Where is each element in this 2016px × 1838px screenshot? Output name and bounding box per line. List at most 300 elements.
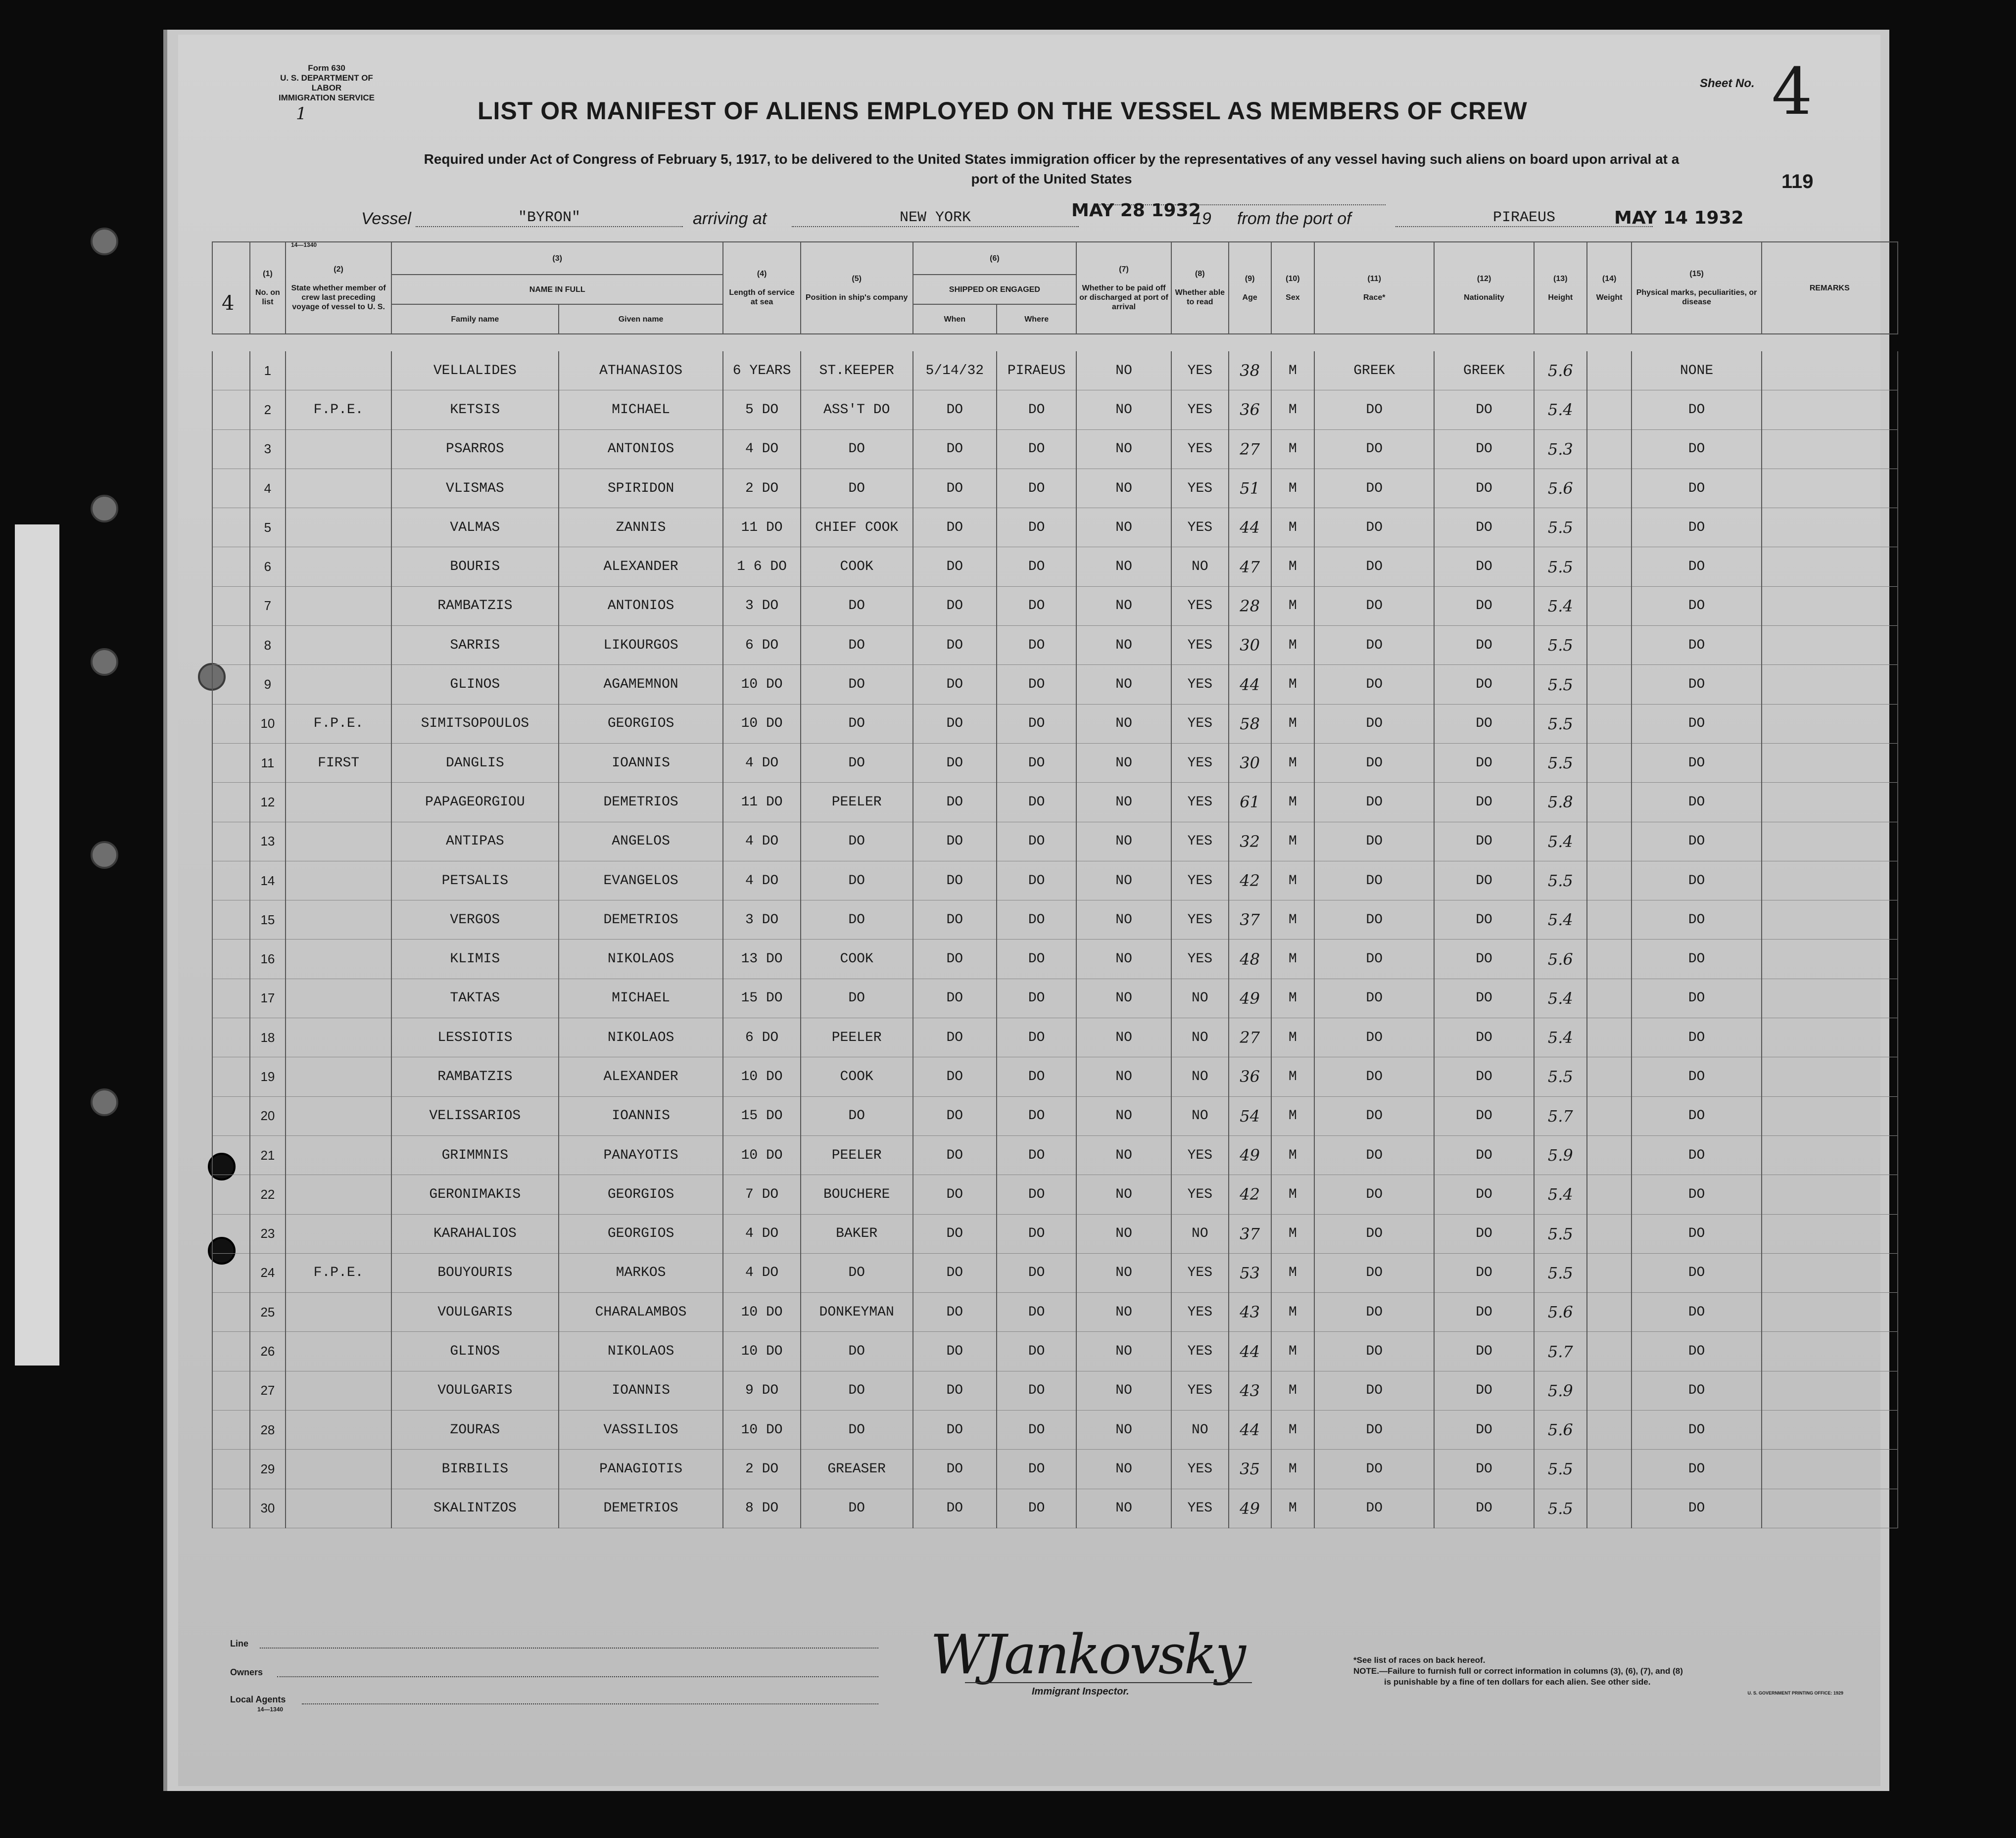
height-cell: 5.6 (1534, 351, 1587, 390)
paid-off-cell: NO (1076, 351, 1171, 390)
family-name-cell: LESSIOTIS (391, 1018, 559, 1057)
weight-cell (1587, 1371, 1632, 1410)
shipped-when-cell: DO (913, 1057, 997, 1096)
prior-voyage-cell (286, 1489, 391, 1528)
height-cell: 5.4 (1534, 390, 1587, 429)
given-name-cell: LIKOURGOS (559, 626, 723, 665)
shipped-when-cell: DO (913, 861, 997, 900)
row-margin (212, 508, 250, 547)
family-name-cell: RAMBATZIS (391, 586, 559, 625)
table-row (212, 1175, 1898, 1214)
row-margin (212, 940, 250, 979)
shipped-where-cell: DO (997, 1057, 1076, 1096)
position-cell: DO (801, 469, 913, 508)
sex-cell: M (1271, 1135, 1315, 1175)
header-weight: (14) Weight (1587, 242, 1632, 334)
able-to-read-cell: YES (1171, 1450, 1229, 1489)
given-name-cell: AGAMEMNON (559, 665, 723, 704)
shipped-where-cell: DO (997, 861, 1076, 900)
printer-imprint: U. S. GOVERNMENT PRINTING OFFICE: 1929 (1747, 1691, 1843, 1696)
header-race: (11) Race* (1314, 242, 1434, 334)
height-cell: 5.5 (1534, 1214, 1587, 1253)
nationality-cell: DO (1434, 861, 1534, 900)
row-number-cell: 15 (250, 900, 286, 940)
shipped-when-cell: DO (913, 1175, 997, 1214)
height-cell: 5.5 (1534, 704, 1587, 743)
family-name-cell: SARRIS (391, 626, 559, 665)
length-of-service-cell: 15 DO (723, 1096, 800, 1135)
row-number-cell: 1 (250, 351, 286, 390)
physical-marks-cell: DO (1632, 1411, 1761, 1450)
position-cell: DONKEYMAN (801, 1293, 913, 1332)
given-name-cell: NIKOLAOS (559, 1332, 723, 1371)
shipped-where-cell: DO (997, 469, 1076, 508)
age-cell: 43 (1229, 1293, 1271, 1332)
line-blank (260, 1648, 878, 1649)
weight-cell (1587, 1096, 1632, 1135)
row-number-cell: 30 (250, 1489, 286, 1528)
table-row (212, 1332, 1898, 1371)
shipped-when-cell: DO (913, 900, 997, 940)
row-number-cell: 4 (250, 469, 286, 508)
remarks-cell (1762, 1489, 1898, 1528)
shipped-where-cell: DO (997, 429, 1076, 469)
header-shipped: SHIPPED OR ENGAGED (913, 275, 1077, 304)
length-of-service-cell: 11 DO (723, 508, 800, 547)
row-number-cell: 23 (250, 1214, 286, 1253)
race-cell: DO (1314, 743, 1434, 782)
remarks-cell (1762, 861, 1898, 900)
family-name-cell: PAPAGEORGIOU (391, 783, 559, 822)
family-name-cell: VLISMAS (391, 469, 559, 508)
length-of-service-cell: 4 DO (723, 1253, 800, 1292)
able-to-read-cell: NO (1171, 1096, 1229, 1135)
shipped-when-cell: DO (913, 1411, 997, 1450)
header-age: (9) Age (1229, 242, 1271, 334)
age-cell: 38 (1229, 351, 1271, 390)
row-number-cell: 29 (250, 1450, 286, 1489)
paid-off-cell: NO (1076, 822, 1171, 861)
prior-voyage-cell (286, 1175, 391, 1214)
family-name-cell: GLINOS (391, 1332, 559, 1371)
race-cell: DO (1314, 508, 1434, 547)
given-name-cell: IOANNIS (559, 1096, 723, 1135)
weight-cell (1587, 900, 1632, 940)
row-margin (212, 390, 250, 429)
height-cell: 5.5 (1534, 665, 1587, 704)
weight-cell (1587, 861, 1632, 900)
weight-cell (1587, 390, 1632, 429)
family-name-cell: SIMITSOPOULOS (391, 704, 559, 743)
age-cell: 42 (1229, 1175, 1271, 1214)
race-cell: DO (1314, 1489, 1434, 1528)
paid-off-cell: NO (1076, 1135, 1171, 1175)
footer-notes (1353, 1655, 1888, 1698)
position-cell: ASS'T DO (801, 390, 913, 429)
race-cell: DO (1314, 547, 1434, 586)
header-nationality: (12) Nationality (1434, 242, 1534, 334)
shipped-when-cell: DO (913, 626, 997, 665)
weight-cell (1587, 704, 1632, 743)
sex-cell: M (1271, 1489, 1315, 1528)
nationality-cell: DO (1434, 704, 1534, 743)
row-number-cell: 18 (250, 1018, 286, 1057)
remarks-cell (1762, 547, 1898, 586)
remarks-cell (1762, 1214, 1898, 1253)
header-given-name: Given name (559, 304, 723, 334)
note-line-2: is punishable by a fine of ten dollars for each alien. See other side. (1384, 1677, 1651, 1687)
prior-voyage-cell: F.P.E. (286, 704, 391, 743)
margin-header (212, 242, 250, 334)
family-name-cell: VELISSARIOS (391, 1096, 559, 1135)
physical-marks-cell: DO (1632, 783, 1761, 822)
row-number-cell: 25 (250, 1293, 286, 1332)
shipped-when-cell: DO (913, 1018, 997, 1057)
race-cell: DO (1314, 861, 1434, 900)
table-row (212, 351, 1898, 390)
form-number: Form 630 (308, 63, 345, 73)
remarks-cell (1762, 508, 1898, 547)
year-label: 19 (1193, 209, 1211, 228)
position-cell: DO (801, 743, 913, 782)
physical-marks-cell: DO (1632, 1057, 1761, 1096)
prior-voyage-cell (286, 1332, 391, 1371)
physical-marks-cell: DO (1632, 547, 1761, 586)
shipped-when-cell: DO (913, 508, 997, 547)
able-to-read-cell: YES (1171, 1135, 1229, 1175)
race-cell: DO (1314, 1332, 1434, 1371)
shipped-when-cell: DO (913, 979, 997, 1018)
row-margin (212, 783, 250, 822)
race-cell: DO (1314, 1450, 1434, 1489)
row-margin (212, 1411, 250, 1450)
binder-hole (91, 228, 118, 255)
table-row (212, 979, 1898, 1018)
sex-cell: M (1271, 783, 1315, 822)
sheet-number: 4 (1772, 54, 1813, 129)
row-number-cell: 5 (250, 508, 286, 547)
nationality-cell: DO (1434, 979, 1534, 1018)
remarks-cell (1762, 1057, 1898, 1096)
length-of-service-cell: 4 DO (723, 1214, 800, 1253)
row-number-cell: 9 (250, 665, 286, 704)
shipped-when-cell: DO (913, 1135, 997, 1175)
age-cell: 44 (1229, 1411, 1271, 1450)
family-name-cell: VOULGARIS (391, 1293, 559, 1332)
shipped-where-cell: PIRAEUS (997, 351, 1076, 390)
position-cell: DO (801, 704, 913, 743)
form-subtitle (247, 149, 1856, 189)
row-margin (212, 1096, 250, 1135)
prior-voyage-cell (286, 1214, 391, 1253)
nationality-cell: DO (1434, 390, 1534, 429)
remarks-cell (1762, 1253, 1898, 1292)
race-cell: DO (1314, 626, 1434, 665)
given-name-cell: DEMETRIOS (559, 900, 723, 940)
paid-off-cell: NO (1076, 1018, 1171, 1057)
shipped-where-cell: DO (997, 1450, 1076, 1489)
given-name-cell: MARKOS (559, 1253, 723, 1292)
weight-cell (1587, 1293, 1632, 1332)
weight-cell (1587, 508, 1632, 547)
from-port-label: from the port of (1237, 209, 1351, 228)
sex-cell: M (1271, 900, 1315, 940)
sex-cell: M (1271, 861, 1315, 900)
table-row (212, 1253, 1898, 1292)
weight-cell (1587, 1175, 1632, 1214)
shipped-where-cell: DO (997, 390, 1076, 429)
remarks-cell (1762, 783, 1898, 822)
crew-manifest-table (212, 241, 1898, 1528)
height-cell: 5.5 (1534, 1450, 1587, 1489)
position-cell: DO (801, 1489, 913, 1528)
form-identifier (277, 63, 376, 103)
given-name-cell: GEORGIOS (559, 1214, 723, 1253)
age-cell: 49 (1229, 1489, 1271, 1528)
family-name-cell: ANTIPAS (391, 822, 559, 861)
nationality-cell: DO (1434, 940, 1534, 979)
age-cell: 44 (1229, 1332, 1271, 1371)
position-cell: DO (801, 1096, 913, 1135)
prior-voyage-cell (286, 469, 391, 508)
family-name-cell: PETSALIS (391, 861, 559, 900)
sex-cell: M (1271, 508, 1315, 547)
physical-marks-cell: DO (1632, 665, 1761, 704)
paid-off-cell: NO (1076, 508, 1171, 547)
race-cell: DO (1314, 429, 1434, 469)
age-cell: 61 (1229, 783, 1271, 822)
length-of-service-cell: 10 DO (723, 1332, 800, 1371)
paid-off-cell: NO (1076, 626, 1171, 665)
given-name-cell: ALEXANDER (559, 547, 723, 586)
remarks-cell (1762, 743, 1898, 782)
age-cell: 28 (1229, 586, 1271, 625)
family-name-cell: SKALINTZOS (391, 1489, 559, 1528)
nationality-cell: GREEK (1434, 351, 1534, 390)
shipped-where-cell: DO (997, 743, 1076, 782)
sex-cell: M (1271, 665, 1315, 704)
position-cell: DO (801, 626, 913, 665)
vessel-name: "BYRON" (416, 209, 683, 227)
row-number-cell: 19 (250, 1057, 286, 1096)
weight-cell (1587, 1489, 1632, 1528)
nationality-cell: DO (1434, 1371, 1534, 1410)
table-row (212, 508, 1898, 547)
paid-off-cell: NO (1076, 665, 1171, 704)
family-name-cell: BIRBILIS (391, 1450, 559, 1489)
height-cell: 5.9 (1534, 1371, 1587, 1410)
nationality-cell: DO (1434, 1057, 1534, 1096)
header-height: (13) Height (1534, 242, 1587, 334)
row-number-cell: 6 (250, 547, 286, 586)
family-name-cell: GERONIMAKIS (391, 1175, 559, 1214)
position-cell: DO (801, 1253, 913, 1292)
row-number-cell: 7 (250, 586, 286, 625)
row-margin (212, 1057, 250, 1096)
shipped-when-cell: DO (913, 1371, 997, 1410)
given-name-cell: ANTONIOS (559, 586, 723, 625)
position-cell: PEELER (801, 783, 913, 822)
physical-marks-cell: DO (1632, 1135, 1761, 1175)
prior-voyage-cell (286, 665, 391, 704)
table-row (212, 940, 1898, 979)
paid-off-cell: NO (1076, 429, 1171, 469)
nationality-cell: DO (1434, 626, 1534, 665)
remarks-cell (1762, 1293, 1898, 1332)
length-of-service-cell: 11 DO (723, 783, 800, 822)
row-number-cell: 13 (250, 822, 286, 861)
prior-voyage-cell (286, 1096, 391, 1135)
physical-marks-cell: DO (1632, 390, 1761, 429)
table-row (212, 704, 1898, 743)
remarks-cell (1762, 704, 1898, 743)
given-name-cell: DEMETRIOS (559, 783, 723, 822)
length-of-service-cell: 9 DO (723, 1371, 800, 1410)
age-cell: 37 (1229, 1214, 1271, 1253)
header-where: Where (997, 304, 1076, 334)
height-cell: 5.4 (1534, 586, 1587, 625)
remarks-cell (1762, 390, 1898, 429)
age-cell: 27 (1229, 1018, 1271, 1057)
able-to-read-cell: YES (1171, 1489, 1229, 1528)
form-code: 14—1340 (291, 241, 317, 248)
row-number-cell: 8 (250, 626, 286, 665)
weight-cell (1587, 1411, 1632, 1450)
height-cell: 5.4 (1534, 1018, 1587, 1057)
table-row (212, 1214, 1898, 1253)
row-margin (212, 665, 250, 704)
weight-cell (1587, 665, 1632, 704)
position-cell: DO (801, 822, 913, 861)
physical-marks-cell: DO (1632, 1253, 1761, 1292)
family-name-cell: KETSIS (391, 390, 559, 429)
height-cell: 5.8 (1534, 783, 1587, 822)
family-name-cell: BOUYOURIS (391, 1253, 559, 1292)
agents-blank (302, 1703, 878, 1704)
shipped-when-cell: DO (913, 783, 997, 822)
paid-off-cell: NO (1076, 1489, 1171, 1528)
paid-off-cell: NO (1076, 1332, 1171, 1371)
row-number-cell: 22 (250, 1175, 286, 1214)
remarks-cell (1762, 1096, 1898, 1135)
remarks-cell (1762, 979, 1898, 1018)
inspector-label: Immigrant Inspector. (1032, 1686, 1129, 1697)
shipped-where-cell: DO (997, 1411, 1076, 1450)
header-sex: (10) Sex (1271, 242, 1315, 334)
physical-marks-cell: DO (1632, 429, 1761, 469)
prior-voyage-cell (286, 979, 391, 1018)
agents-label: Local Agents (230, 1695, 286, 1704)
physical-marks-cell: DO (1632, 861, 1761, 900)
arrival-port: NEW YORK (792, 209, 1079, 227)
family-name-cell: VOULGARIS (391, 1371, 559, 1410)
able-to-read-cell: YES (1171, 626, 1229, 665)
shipped-where-cell: DO (997, 547, 1076, 586)
given-name-cell: MICHAEL (559, 979, 723, 1018)
shipped-where-cell: DO (997, 1096, 1076, 1135)
given-name-cell: NIKOLAOS (559, 1018, 723, 1057)
given-name-cell: IOANNIS (559, 743, 723, 782)
vessel-label: Vessel (361, 209, 411, 228)
weight-cell (1587, 469, 1632, 508)
weight-cell (1587, 1214, 1632, 1253)
table-row (212, 1293, 1898, 1332)
race-cell: DO (1314, 783, 1434, 822)
shipped-when-cell: DO (913, 429, 997, 469)
age-cell: 44 (1229, 508, 1271, 547)
row-margin (212, 822, 250, 861)
nationality-cell: DO (1434, 508, 1534, 547)
shipped-when-cell: DO (913, 940, 997, 979)
prior-voyage-cell (286, 1371, 391, 1410)
shipped-when-cell: DO (913, 1489, 997, 1528)
row-margin (212, 547, 250, 586)
weight-cell (1587, 429, 1632, 469)
table-row (212, 822, 1898, 861)
row-number-cell: 21 (250, 1135, 286, 1175)
row-margin (212, 1175, 250, 1214)
table-row (212, 469, 1898, 508)
position-cell: GREASER (801, 1450, 913, 1489)
header-position: (5) Position in ship's company (801, 242, 913, 334)
row-margin (212, 351, 250, 390)
nationality-cell: DO (1434, 1135, 1534, 1175)
margin-mark: 4 (222, 292, 235, 315)
height-cell: 5.4 (1534, 979, 1587, 1018)
able-to-read-cell: YES (1171, 1253, 1229, 1292)
paid-off-cell: NO (1076, 1450, 1171, 1489)
physical-marks-cell: DO (1632, 979, 1761, 1018)
sex-cell: M (1271, 743, 1315, 782)
family-name-cell: VALMAS (391, 508, 559, 547)
shipped-when-cell: DO (913, 547, 997, 586)
weight-cell (1587, 586, 1632, 625)
weight-cell (1587, 547, 1632, 586)
row-number-cell: 27 (250, 1371, 286, 1410)
shipped-where-cell: DO (997, 822, 1076, 861)
header-no-on-list: (1) No. on list (250, 242, 286, 334)
race-cell: DO (1314, 900, 1434, 940)
position-cell: DO (801, 1371, 913, 1410)
table-row (212, 900, 1898, 940)
table-row (212, 390, 1898, 429)
family-name-cell: VELLALIDES (391, 351, 559, 390)
able-to-read-cell: YES (1171, 783, 1229, 822)
position-cell: COOK (801, 1057, 913, 1096)
prior-voyage-cell (286, 547, 391, 586)
binder-hole (91, 1088, 118, 1116)
nationality-cell: DO (1434, 1253, 1534, 1292)
races-note: *See list of races on back hereof. (1353, 1655, 1486, 1665)
header-paid-off: (7) Whether to be paid off or discharged at port of arrival (1076, 242, 1171, 334)
header-able-to-read: (8) Whether able to read (1171, 242, 1229, 334)
able-to-read-cell: YES (1171, 940, 1229, 979)
sex-cell: M (1271, 1332, 1315, 1371)
shipped-when-cell: DO (913, 743, 997, 782)
position-cell: DO (801, 586, 913, 625)
row-margin (212, 743, 250, 782)
given-name-cell: GEORGIOS (559, 704, 723, 743)
row-margin (212, 1371, 250, 1410)
subtitle-line-1: Required under Act of Congress of February 5, 1917, to be delivered to the United States immigration officer by the representatives of any vessel having such aliens on board upon arrival at a (424, 151, 1680, 167)
paid-off-cell: NO (1076, 1214, 1171, 1253)
crew-rows (212, 351, 1898, 1528)
shipped-where-cell: DO (997, 1018, 1076, 1057)
departure-date-stamp: MAY 14 1932 (1614, 208, 1744, 228)
vessel-line (361, 209, 1747, 234)
position-cell: ST.KEEPER (801, 351, 913, 390)
prior-voyage-cell: F.P.E. (286, 1253, 391, 1292)
